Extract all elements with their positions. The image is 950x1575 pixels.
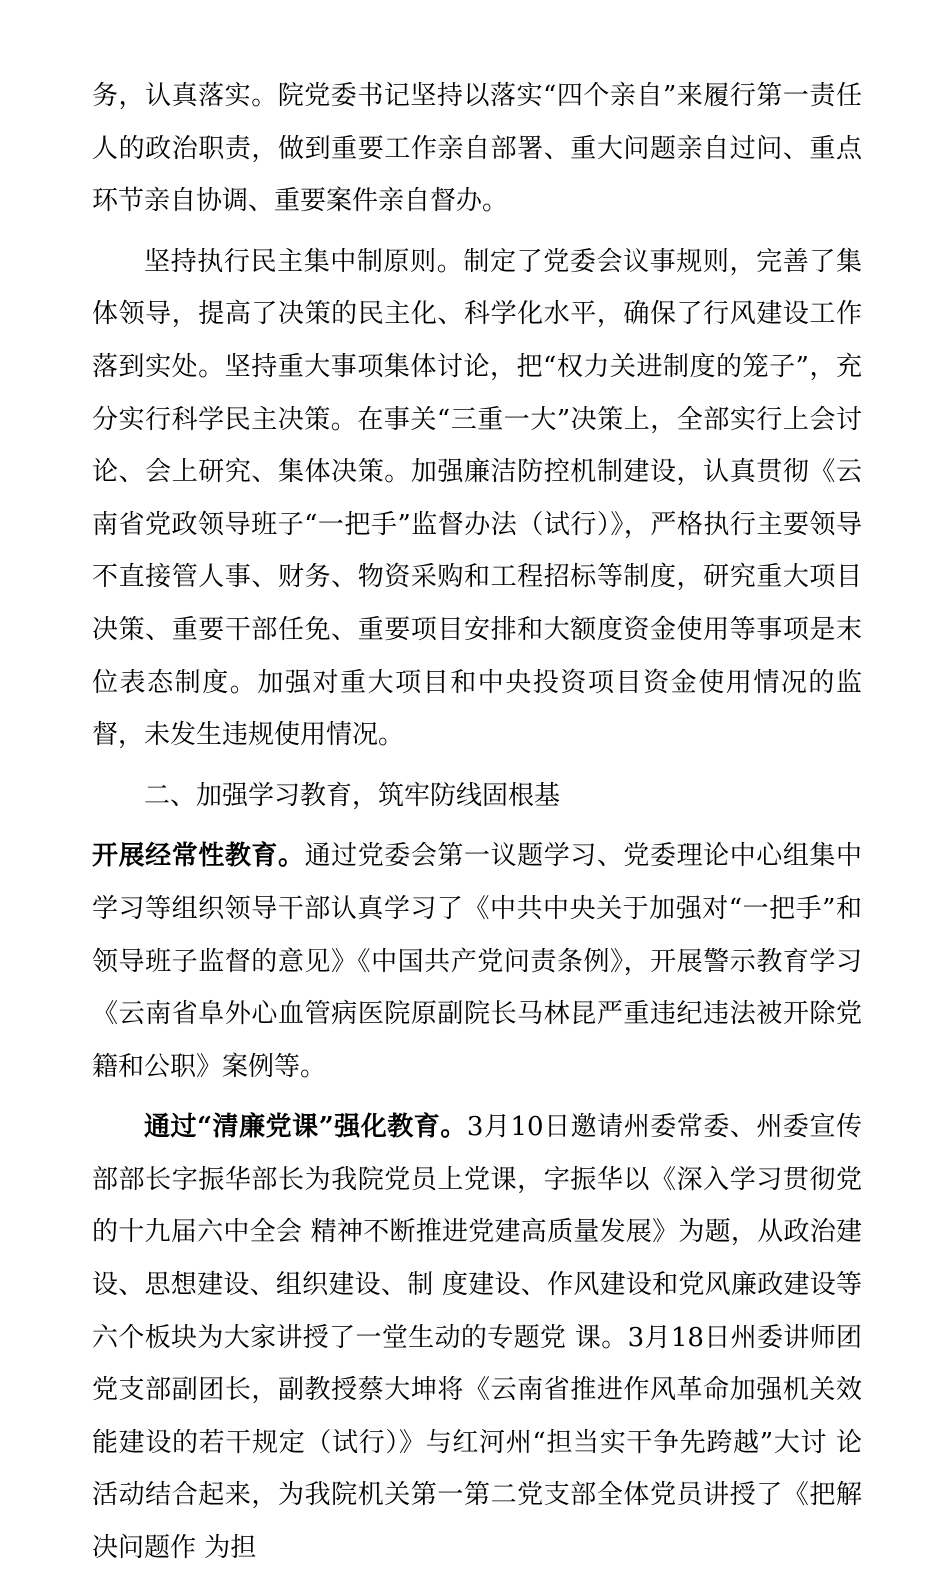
paragraph-lead: 通过“清廉党课”强化教育。 <box>144 1112 467 1143</box>
paragraph-regular-education <box>92 830 862 1093</box>
paragraph-democratic-centralism <box>92 236 862 762</box>
section-heading-2 <box>92 770 862 823</box>
paragraph-clean-party-lesson <box>92 1101 862 1574</box>
paragraph-text: 通过党委会第一议题学习、党委理论中心组集中学习等组织领导干部认真学习了《中共中央关于加强对“一把手”和领导班子监督的意见》《中国共产党问责条例》，开展警示教育学习《云南省阜外心血管病医院原副院长马林昆严重违纪违法被开除党籍和公职》案例等。 <box>92 841 862 1082</box>
paragraph-lead: 开展经常性教育。 <box>92 841 305 872</box>
paragraph-text: 坚持执行民主集中制原则。制定了党委会议事规则，完善了集体领导，提高了决策的民主化、科学化水平，确保了行风建设工作落到实处。坚持重大事项集体讨论，把“权力关进制度的笼子”，充分实行科学民主决策。在事关“三重一大”决策上，全部实行上会讨论、会上研究、集体决策。加强廉洁防控机制建设，认真贯彻《云南省党政领导班子“一把手”监督办法（试行）》，严格执行主要领导不直接管人事、财务、物资采购和工程招标等制度，研究重大项目决策、重要干部任免、重要项目安排和大额度资金使用等事项是末位表态制度。加强对重大项目和中央投资项目资金使用情况的监督，未发生违规使用情况。 <box>92 246 862 751</box>
section-heading-text: 二、加强学习教育，筑牢防线固根基 <box>144 780 561 811</box>
paragraph-text: 务，认真落实。院党委书记坚持以落实“四个亲自”来履行第一责任人的政治职责，做到重要工作亲自部署、重大问题亲自过问、重点环节亲自协调、重要案件亲自督办。 <box>92 81 862 217</box>
paragraph-continuation <box>92 70 862 228</box>
paragraph-text: 3月10日邀请州委常委、州委宣传部部长字振华部长为我院党员上党课，字振华以《深入学习贯彻党的十九届六中全会 精神不断推进党建高质量发展》为题，从政治建设、思想建设、组织建设、制 度建设、作风建设和党风廉政建设等六个板块为大家讲授了一堂生动的专题党 课。3月18日州委讲师团党支部副团长，副教授蔡大坤将《云南省推进作风革命加强机关效能建设的若干规定（试行）》与红河州“担当实干争先跨越”大讨 论活动结合起来，为我院机关第一第二党支部全体党员讲授了《把解决问题作 为担 <box>92 1112 862 1564</box>
document-body <box>92 70 862 1575</box>
